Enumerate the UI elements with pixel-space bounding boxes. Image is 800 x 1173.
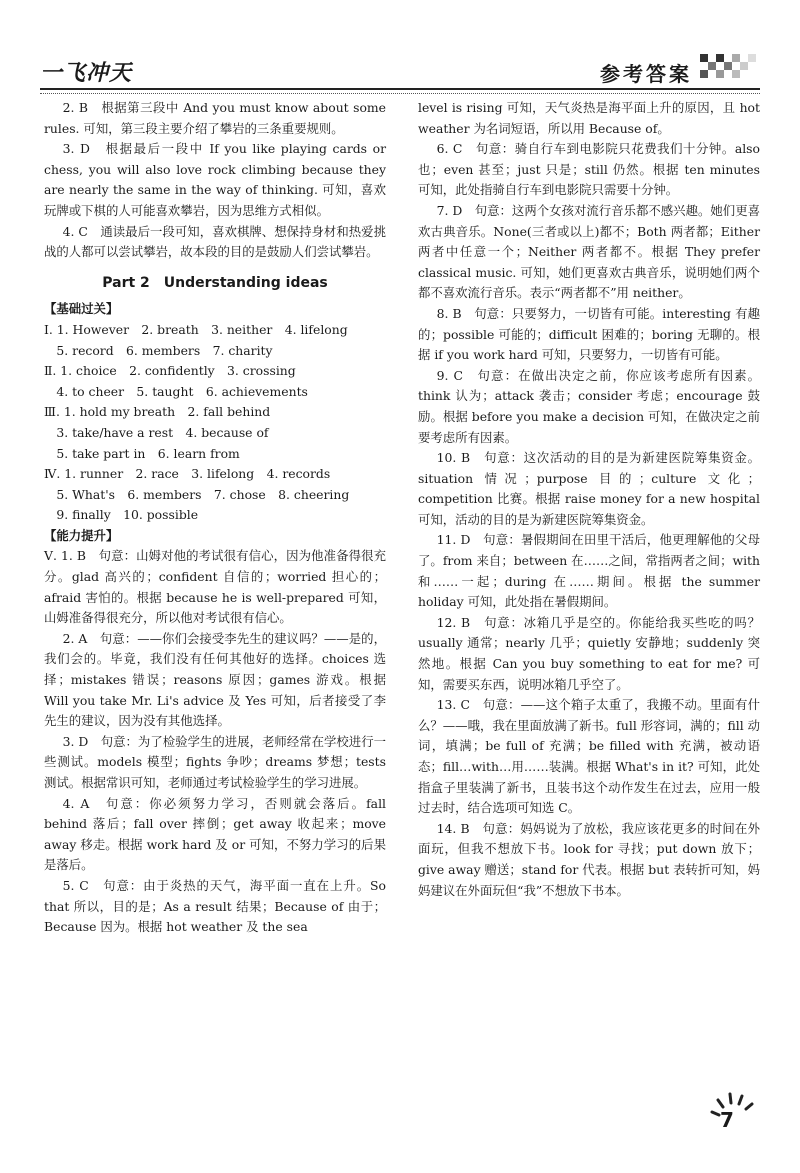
answer-item: 3. D 根据最后一段中 If you like playing cards or chess, you will also love rock climbing because they are nearly the same in the way of thinking. 可知，喜欢玩牌或下棋的人可能喜欢攀岩，因为思维方式相似。 (44, 141, 386, 218)
answer-line: 4. to cheer 5. taught 6. achievements (44, 383, 308, 399)
answer-line: Ⅲ. 1. hold my breath 2. fall behind (44, 404, 271, 420)
answer-item: 7. D 句意：这两个女孩对流行音乐都不感兴趣。她们更喜欢古典音乐。None(三者或以上)都不；Both 两者都；Either 两者中任意一个；Neither 两者都不。根据 They prefer classical music. 可知，她们更喜欢古典音乐，说明她们两个都不喜欢流行音乐。表示“两者都不”用 neither。 (418, 202, 760, 301)
right-column (418, 98, 760, 901)
answer-line: Ⅳ. 1. runner 2. race 3. lifelong 4. records (44, 466, 331, 482)
basic-section-tag: 【基础过关】 (44, 301, 119, 317)
checker-decoration-icon (700, 52, 760, 86)
answer-item: 10. B 句意：这次活动的目的是为新建医院筹集资金。situation 情况；purpose 目的；culture 文化；competition 比赛。根据 raise money for a new hospital 可知，活动的目的是为新建医院筹集资金。 (418, 450, 760, 527)
brand-logo: 一飞冲天 (40, 61, 133, 86)
answer-line: 5. record 6. members 7. charity (44, 342, 273, 358)
answer-item: level is rising 可知，天气炎热是海平面上升的原因，且 hot weather 为名词短语，所以用 Because of。 (418, 100, 760, 136)
answer-item: 4. C 通读最后一段可知，喜欢棋牌、想保持身材和热爱挑战的人都可以尝试攀岩，故本段的目的是鼓励人们尝试攀岩。 (44, 223, 386, 260)
answer-item: 9. C 句意：在做出决定之前，你应该考虑所有因素。think 认为；attack 袭击；consider 考虑；encourage 鼓励。根据 before you make a decision 可知，在做决定之前要考虑所有因素。 (418, 367, 760, 445)
answer-item: 11. D 句意：暑假期间在田里干活后，他更理解他的父母了。from 来自；between 在……之间，常指两者之间；with 和……一起；during 在……期间。根据 the summer holiday 可知，此处指在暑假期间。 (418, 532, 760, 610)
answer-item: Ⅴ. 1. B 句意：山姆对他的考试很有信心，因为他准备得很充分。glad 高兴的；confident 自信的；worried 担心的；afraid 害怕的。根据 because he is well-prepared 可知，山姆准备得很充分，所以他对考试很有信心。 (44, 548, 386, 626)
answer-line: 9. finally 10. possible (44, 507, 199, 523)
answer-item: 2. B 根据第三段中 And you must know about some rules. 可知，第三段主要介绍了攀岩的三条重要规则。 (44, 100, 386, 136)
answer-item: 8. B 句意：只要努力，一切皆有可能。interesting 有趣的；possible 可能的；difficult 困难的；boring 无聊的。根据 if you work hard 可知，只要努力，一切皆有可能。 (418, 305, 760, 363)
answer-item: 13. C 句意：——这个箱子太重了，我搬不动。里面有什么？——哦，我在里面放满了新书。full 形容词，满的；fill 动词，填满；be full of 充满；be filled with 充满，被动语态；fill…with…用……装满。根据 What's in it? 可知，此处指盒子里装满了新书，且装书这个动作发生在过去，应用一般过去时，结合选项可知选 C。 (418, 697, 760, 816)
answer-item: 3. D 句意：为了检验学生的进展，老师经常在学校进行一些测试。models 模型；fights 争吵；dreams 梦想；tests 测试。根据常识可知，老师通过考试检验学生的学习进展。 (44, 733, 386, 790)
page-header (40, 52, 760, 88)
part-heading: Part 2 Understanding ideas (102, 274, 328, 291)
page-number-text: 7 (720, 1108, 734, 1132)
answer-line: Ⅱ. 1. choice 2. confidently 3. crossing (44, 363, 296, 379)
answer-item: 5. C 句意：由于炎热的天气，海平面一直在上升。So that 所以，目的是；As a result 结果；Because of 由于；Because 因为。根据 hot weather 及 the sea (44, 877, 386, 935)
answer-item: 2. A 句意：——你们会接受李先生的建议吗？——是的，我们会的。毕竟，我们没有任何其他好的选择。choices 选择；mistakes 错误；reasons 原因；games 游戏。根据 Will you take Mr. Li's advice 及 Yes 可知，后者接受了李先生的建议，因为没有其他选择。 (44, 630, 386, 729)
header-rule (40, 88, 760, 94)
answer-line: 5. take part in 6. learn from (44, 445, 240, 461)
page-number (708, 1090, 760, 1150)
section-title: 参考答案 (600, 62, 692, 86)
answer-line: Ⅰ. 1. However 2. breath 3. neither 4. lifelong (44, 321, 348, 337)
answer-item: 12. B 句意：冰箱几乎是空的。你能给我买些吃的吗？usually 通常；nearly 几乎；quietly 安静地；suddenly 突然地。根据 Can you buy something to eat for me? 可知，需要买东西，说明冰箱几乎空了。 (418, 614, 760, 692)
sunburst-icon (708, 1090, 760, 1150)
answer-line: 3. take/have a rest 4. because of (44, 424, 269, 440)
answer-item: 6. C 句意：骑自行车到电影院只花费我们十分钟。also 也；even 甚至；just 只是；still 仍然。根据 ten minutes 可知，此处指骑自行车到电影院只需要十分钟。 (418, 141, 760, 198)
advanced-section-tag: 【能力提升】 (44, 527, 119, 543)
answer-item: 14. B 句意：妈妈说为了放松，我应该花更多的时间在外面玩，但我不想放下书。look for 寻找；put down 放下；give away 赠送；stand for 代表。根据 but 表转折可知，妈妈建议在外面玩但“我”不想放下书本。 (418, 820, 760, 898)
answer-item: 4. A 句意：你必须努力学习，否则就会落后。fall behind 落后；fall over 摔倒；get away 收起来；move away 移走。根据 work hard 及 or 可知，不努力学习的后果是落后。 (44, 795, 386, 873)
answer-line: 5. What's 6. members 7. chose 8. cheering (44, 486, 350, 502)
left-column (44, 98, 386, 938)
